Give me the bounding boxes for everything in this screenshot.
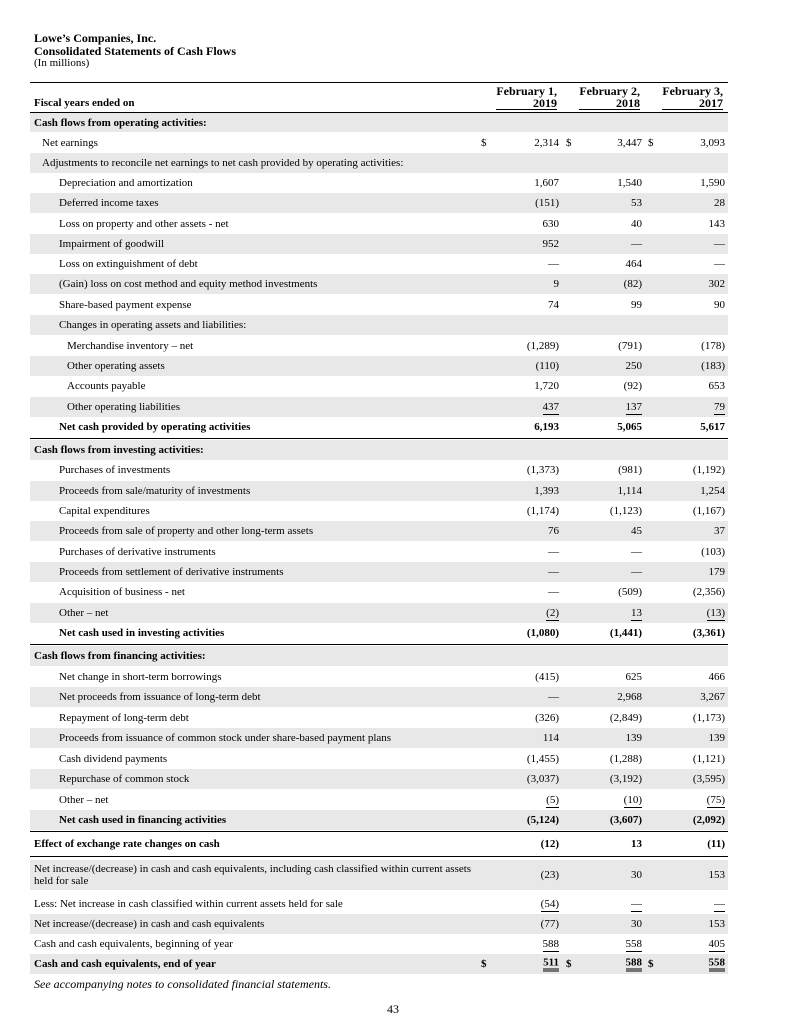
table-row — [30, 708, 728, 728]
row-value: 3,447 — [617, 137, 642, 149]
table-row — [30, 667, 728, 687]
column-header-line1: February 2, — [579, 84, 640, 98]
row-label: Impairment of goodwill — [59, 238, 165, 250]
row-value: (5,124) — [526, 814, 559, 826]
section-rule — [30, 644, 728, 645]
row-label: Cash dividend payments — [59, 753, 168, 765]
row-value: 90 — [714, 299, 725, 311]
row-value: 3,267 — [700, 691, 725, 703]
table-row — [30, 769, 728, 789]
row-value: 114 — [542, 732, 559, 744]
row-value: 511 — [543, 957, 559, 972]
company-name: Lowe’s Companies, Inc. — [34, 31, 157, 45]
row-value: 45 — [631, 525, 642, 537]
table-row — [30, 460, 728, 480]
row-value: (3,607) — [609, 814, 642, 826]
fiscal-label: Fiscal years ended on — [34, 97, 135, 109]
row-label: Net proceeds from issuance of long-term debt — [59, 691, 261, 703]
row-value: 30 — [631, 869, 642, 881]
row-label: Net cash provided by operating activities — [59, 421, 251, 433]
row-value: 558 — [709, 957, 726, 972]
currency-symbol: $ — [566, 958, 572, 970]
row-value: (1,455) — [526, 753, 559, 765]
row-label: Adjustments to reconcile net earnings to net cash provided by operating activities: — [42, 157, 404, 169]
table-row — [30, 728, 728, 748]
row-value: (5) — [546, 794, 559, 806]
row-value: (77) — [540, 918, 559, 930]
row-value: 588 — [542, 938, 559, 950]
row-value: (326) — [535, 712, 559, 724]
row-label: Acquisition of business - net — [59, 586, 185, 598]
row-value: (183) — [701, 360, 725, 372]
row-value: (54) — [540, 898, 559, 910]
table-row — [30, 193, 728, 213]
row-value: (151) — [535, 197, 559, 209]
row-label: Other – net — [59, 607, 109, 619]
row-label: Repurchase of common stock — [59, 773, 190, 785]
table-row — [30, 336, 728, 356]
row-value: 40 — [631, 218, 642, 230]
row-value: 37 — [714, 525, 725, 537]
row-label: Purchases of derivative instruments — [59, 546, 216, 558]
table-row — [30, 860, 728, 890]
statement-header — [34, 32, 236, 70]
row-label: (Gain) loss on cost method and equity method investments — [59, 278, 318, 290]
row-value: 153 — [708, 918, 725, 930]
table-row — [30, 833, 728, 855]
row-value: — — [714, 898, 725, 910]
row-value: 1,590 — [700, 177, 725, 189]
row-value: 139 — [708, 732, 725, 744]
row-label: Depreciation and amortization — [59, 177, 193, 189]
table-row — [30, 914, 728, 934]
row-value: (10) — [623, 794, 642, 806]
row-label: Cash flows from financing activities: — [34, 650, 206, 662]
table-row — [30, 894, 728, 914]
row-value: 137 — [625, 401, 642, 413]
table-row — [30, 749, 728, 769]
row-value: 437 — [542, 401, 559, 413]
row-value: 1,720 — [534, 380, 559, 392]
table-row — [30, 440, 728, 460]
currency-symbol: $ — [648, 137, 654, 149]
row-value: (791) — [618, 340, 642, 352]
row-value: — — [548, 586, 559, 598]
row-label: Cash flows from investing activities: — [34, 444, 204, 456]
row-value: 153 — [708, 869, 725, 881]
row-value: (12) — [540, 838, 559, 850]
row-value: (1,289) — [526, 340, 559, 352]
row-value: (110) — [535, 360, 559, 372]
row-label: Proceeds from sale/maturity of investments — [59, 485, 251, 497]
table-row — [30, 810, 728, 830]
row-value: — — [631, 546, 642, 558]
table-row — [30, 603, 728, 623]
row-label: Cash and cash equivalents, beginning of year — [34, 938, 233, 950]
row-value: 139 — [625, 732, 642, 744]
row-value: 625 — [625, 671, 642, 683]
row-value: — — [714, 238, 725, 250]
row-label: Deferred income taxes — [59, 197, 159, 209]
row-value: 53 — [631, 197, 642, 209]
section-rule — [30, 112, 728, 113]
column-header-line1: February 1, — [496, 84, 557, 98]
row-value: 405 — [708, 938, 725, 950]
row-label: Accounts payable — [67, 380, 146, 392]
row-value: (1,174) — [526, 505, 559, 517]
table-row — [30, 417, 728, 437]
row-value: 76 — [548, 525, 559, 537]
row-value: (92) — [623, 380, 642, 392]
row-value: (1,167) — [692, 505, 725, 517]
row-value: (82) — [623, 278, 642, 290]
table-row — [30, 521, 728, 541]
row-value: 13 — [631, 607, 642, 619]
row-value: (1,173) — [692, 712, 725, 724]
row-value: (3,361) — [692, 627, 725, 639]
row-value: 1,254 — [700, 485, 725, 497]
row-value: (13) — [706, 607, 725, 619]
table-row — [30, 254, 728, 274]
row-value: 179 — [708, 566, 725, 578]
row-value: 653 — [708, 380, 725, 392]
row-label: Effect of exchange rate changes on cash — [34, 838, 220, 850]
row-label: Share-based payment expense — [59, 299, 192, 311]
row-label: Loss on property and other assets - net — [59, 218, 229, 230]
column-header-year: 2017 — [662, 98, 723, 111]
table-row — [30, 133, 728, 153]
row-value: 3,093 — [700, 137, 725, 149]
row-value: (3,595) — [692, 773, 725, 785]
row-value: (1,373) — [526, 464, 559, 476]
row-value: (1,123) — [609, 505, 642, 517]
table-row — [30, 646, 728, 666]
section-rule — [30, 856, 728, 857]
row-label: Changes in operating assets and liabilities: — [59, 319, 247, 331]
row-value: (178) — [701, 340, 725, 352]
row-value: (103) — [701, 546, 725, 558]
units-note: (In millions) — [34, 57, 90, 69]
section-rule — [30, 831, 728, 832]
row-value: — — [631, 898, 642, 910]
row-label: Other operating liabilities — [67, 401, 181, 413]
row-label: Other operating assets — [67, 360, 165, 372]
row-label: Repayment of long-term debt — [59, 712, 189, 724]
fiscal-label-row — [30, 94, 728, 112]
row-value: — — [548, 258, 559, 270]
column-header-line1: February 3, — [662, 84, 723, 98]
row-value: (2) — [546, 607, 559, 619]
row-value: 13 — [631, 838, 642, 850]
table-row — [30, 153, 728, 173]
row-value: 630 — [542, 218, 559, 230]
table-row — [30, 397, 728, 417]
row-value: 1,607 — [534, 177, 559, 189]
row-label: Purchases of investments — [59, 464, 171, 476]
row-value: 5,617 — [700, 421, 725, 433]
row-label: Net change in short-term borrowings — [59, 671, 222, 683]
table-row — [30, 295, 728, 315]
table-row — [30, 562, 728, 582]
page-number: 43 — [387, 1002, 399, 1016]
row-value: 99 — [631, 299, 642, 311]
row-value: 79 — [714, 401, 725, 413]
row-label: Other – net — [59, 794, 109, 806]
row-value: (509) — [618, 586, 642, 598]
table-row — [30, 356, 728, 376]
header-rule — [30, 82, 728, 83]
column-header-year: 2018 — [579, 98, 640, 111]
row-label: Cash and cash equivalents, end of year — [34, 958, 216, 970]
row-value: (2,849) — [609, 712, 642, 724]
table-row — [30, 214, 728, 234]
statement-title: Consolidated Statements of Cash Flows — [34, 43, 237, 58]
row-value: — — [548, 691, 559, 703]
row-value: 1,114 — [617, 485, 642, 497]
row-label: Cash flows from operating activities: — [34, 116, 207, 129]
row-value: 558 — [625, 938, 642, 950]
row-label: Net earnings — [42, 137, 98, 149]
row-value: 74 — [548, 299, 559, 311]
table-row — [30, 315, 728, 335]
row-value: (11) — [707, 838, 725, 850]
table-row — [30, 481, 728, 501]
table-row — [30, 790, 728, 810]
row-value: 1,393 — [534, 485, 559, 497]
row-label: Capital expenditures — [59, 505, 150, 517]
row-value: — — [631, 566, 642, 578]
row-label: Less: Net increase in cash classified within current assets held for sale — [34, 898, 343, 910]
row-value: (981) — [618, 464, 642, 476]
row-value: 1,540 — [617, 177, 642, 189]
row-label: Proceeds from issuance of common stock under share-based payment plans — [59, 732, 392, 744]
table-row — [30, 687, 728, 707]
row-value: 6,193 — [534, 421, 559, 433]
row-value: (75) — [706, 794, 725, 806]
row-label: Merchandise inventory – net — [67, 340, 194, 352]
row-value: 466 — [708, 671, 725, 683]
table-row — [30, 501, 728, 521]
row-value: — — [548, 566, 559, 578]
row-value: 30 — [631, 918, 642, 930]
row-label: Net increase/(decrease) in cash and cash equivalents — [34, 918, 265, 930]
table-row — [30, 274, 728, 294]
table-row — [30, 113, 728, 132]
row-value: 2,968 — [617, 691, 642, 703]
currency-symbol: $ — [648, 958, 654, 970]
table-row — [30, 542, 728, 562]
currency-symbol: $ — [566, 137, 572, 149]
row-value: (1,192) — [692, 464, 725, 476]
table-row — [30, 234, 728, 254]
row-value: (1,288) — [609, 753, 642, 765]
row-value: (2,092) — [692, 814, 725, 826]
row-value: 2,314 — [534, 137, 559, 149]
row-value: — — [631, 238, 642, 250]
row-value: 5,065 — [617, 421, 642, 433]
row-value: (23) — [540, 869, 559, 881]
table-row — [30, 934, 728, 954]
row-value: 952 — [542, 238, 559, 250]
row-label: Proceeds from settlement of derivative instruments — [59, 566, 284, 578]
row-value: 9 — [553, 278, 559, 290]
row-value: (1,121) — [692, 753, 725, 765]
currency-symbol: $ — [481, 958, 487, 970]
row-label: Proceeds from sale of property and other long-term assets — [59, 525, 314, 537]
row-value: 464 — [625, 258, 642, 270]
footnote: See accompanying notes to consolidated financial statements. — [34, 977, 331, 991]
row-value: (3,037) — [526, 773, 559, 785]
currency-symbol: $ — [481, 137, 487, 149]
row-value: (415) — [535, 671, 559, 683]
row-value: 302 — [708, 278, 725, 290]
row-value: (2,356) — [692, 586, 725, 598]
row-value: 250 — [625, 360, 642, 372]
table-row — [30, 623, 728, 643]
row-label: Net cash used in investing activities — [59, 627, 225, 639]
table-row — [30, 954, 728, 974]
row-value: (1,441) — [609, 627, 642, 639]
column-header-year: 2019 — [496, 98, 557, 111]
row-value: — — [548, 546, 559, 558]
row-value: (1,080) — [526, 627, 559, 639]
row-label: Net increase/(decrease) in cash and cash equivalents, including cash classified within current assets held for sale — [34, 863, 472, 887]
table-row — [30, 173, 728, 193]
row-label: Loss on extinguishment of debt — [59, 258, 198, 270]
row-value: 143 — [708, 218, 725, 230]
table-row — [30, 582, 728, 602]
row-value: — — [714, 258, 725, 270]
section-rule — [30, 438, 728, 439]
row-value: 588 — [626, 957, 643, 972]
row-value: 28 — [714, 197, 725, 209]
table-row — [30, 376, 728, 396]
row-label: Net cash used in financing activities — [59, 814, 227, 826]
row-value: (3,192) — [609, 773, 642, 785]
